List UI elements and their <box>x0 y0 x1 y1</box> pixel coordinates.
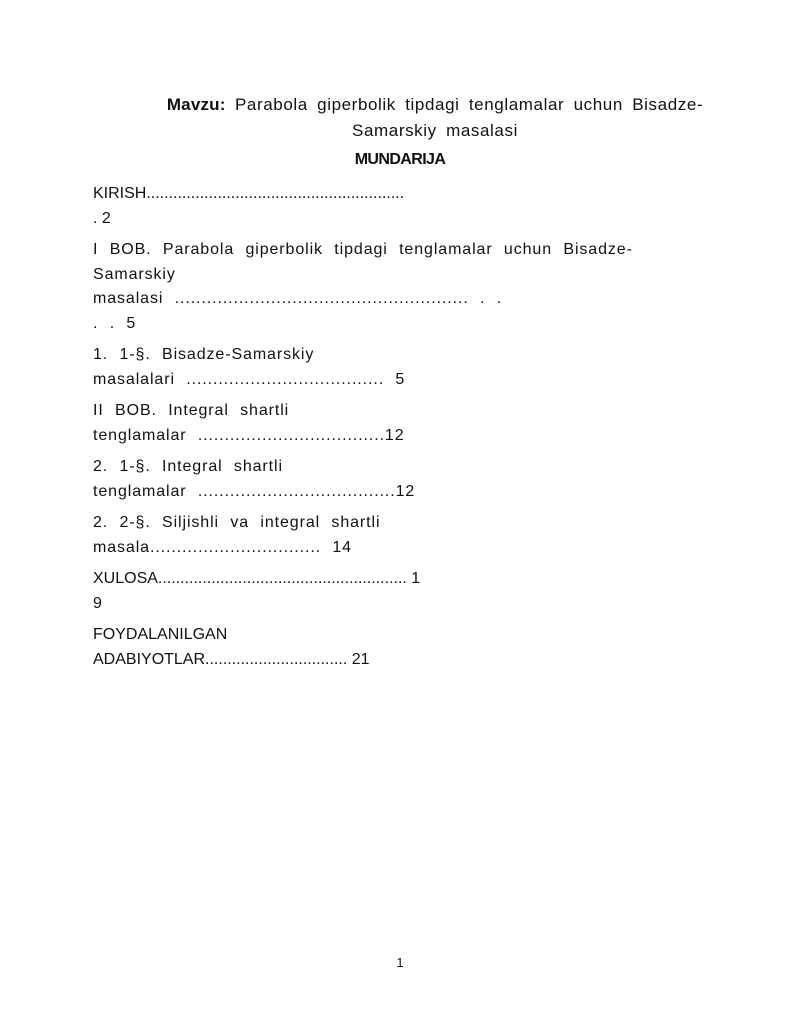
toc-line: XULOSA........................................................ 1 <box>93 570 421 587</box>
topic-line-1 <box>90 92 780 118</box>
toc-line: I BOB. Parabola giperbolik tipdagi tenglamalar uchun Bisadze- <box>93 241 633 258</box>
toc-line: . 2 <box>93 209 111 227</box>
toc-line: ADABIYOTLAR................................ 21 <box>93 650 370 668</box>
toc-line: 1. 1-§. Bisadze-Samarskiy <box>93 346 315 363</box>
toc-line: Samarskiy <box>93 265 176 283</box>
page-number: 1 <box>396 955 404 970</box>
toc-entry-section-2-2 <box>93 511 773 560</box>
toc-line: masala................................ 14 <box>93 538 352 556</box>
topic-text-1: Parabola giperbolik tipdagi tenglamalar uchun Bisadze- <box>234 95 704 114</box>
toc-entry-xulosa <box>93 567 773 616</box>
toc-line: tenglamalar .....................................12 <box>93 482 416 500</box>
toc-line: tenglamalar ...................................12 <box>93 426 405 444</box>
toc-entry-references <box>93 623 773 672</box>
toc-line: masalasi ....................................................... . . <box>93 290 503 307</box>
toc-line: 2. 1-§. Integral shartli <box>93 458 283 475</box>
toc-line: II BOB. Integral shartli <box>93 402 290 419</box>
toc-line: . . 5 <box>93 314 137 332</box>
toc-line: KIRISH.......................................................... <box>93 185 405 202</box>
toc-line: 2. 2-§. Siljishli va integral shartli <box>93 514 381 531</box>
contents-title: MUNDARIJA <box>354 151 446 168</box>
table-of-contents <box>93 182 773 679</box>
toc-line: FOYDALANILGAN <box>93 626 228 643</box>
topic-heading <box>90 92 780 144</box>
toc-line: masalalari ..................................... 5 <box>93 370 406 388</box>
topic-label: Mavzu: <box>166 95 226 114</box>
toc-entry-section-2-1 <box>93 455 773 504</box>
toc-entry-kirish <box>93 182 773 231</box>
toc-entry-chapter-2 <box>93 399 773 448</box>
toc-entry-section-1-1 <box>93 343 773 392</box>
toc-line: 9 <box>93 594 102 612</box>
topic-line-2: Samarskiy masalasi <box>352 121 518 140</box>
toc-entry-chapter-1 <box>93 238 773 336</box>
